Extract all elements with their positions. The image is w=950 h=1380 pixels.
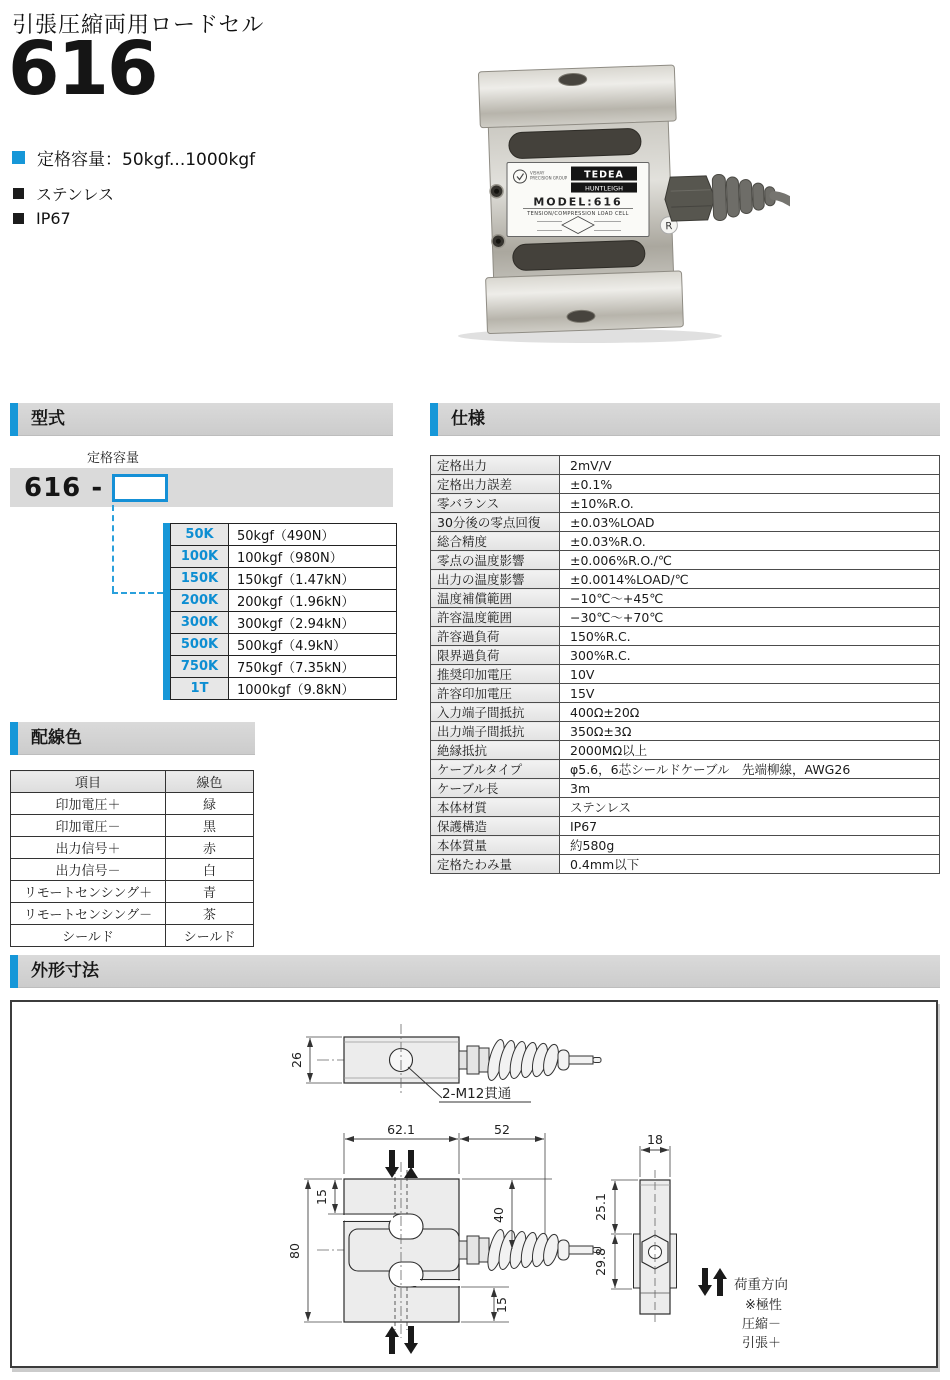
dim-52: 52 (494, 1122, 510, 1137)
spec-value: 350Ω±3Ω (560, 722, 940, 741)
spec-name: 出力の温度影響 (431, 570, 560, 589)
model-code-band (10, 468, 393, 507)
spec-value: IP67 (560, 817, 940, 836)
section-accent-bar (10, 403, 18, 436)
capacity-code: 750K (171, 656, 229, 678)
polarity-tension: 引張＋ (742, 1336, 782, 1351)
cable-gland-nut (664, 176, 716, 222)
loadcell-lower-slot (512, 240, 645, 271)
label-brand-top: TEDEA (584, 169, 624, 181)
spec-name: ケーブル長 (431, 779, 560, 798)
spec-row (431, 456, 940, 475)
capacity-code: 100K (171, 546, 229, 568)
load-direction-label: 荷重方向 (734, 1277, 788, 1293)
capacity-row (171, 590, 397, 612)
spec-value: ±0.03%R.O. (560, 532, 940, 551)
spec-value: 2mV/V (560, 456, 940, 475)
capacity-value: 200kgf（1.96kN） (229, 590, 397, 612)
wiring-header-row (11, 771, 254, 793)
spec-row (431, 722, 940, 741)
section-header-model (10, 403, 393, 436)
capacity-code: 500K (171, 634, 229, 656)
spec-value: 2000MΩ以上 (560, 741, 940, 760)
capacity-code: 300K (171, 612, 229, 634)
section-title: 型式 (18, 403, 393, 436)
capacity-row (171, 678, 397, 700)
black-bullet-icon (13, 213, 24, 224)
spec-name: 30分後の零点回復 (431, 513, 560, 532)
spec-row (431, 817, 940, 836)
wiring-row (11, 881, 254, 903)
wiring-table (10, 770, 254, 947)
spec-name: 零点の温度影響 (431, 551, 560, 570)
spec-row (431, 665, 940, 684)
spec-value: 400Ω±20Ω (560, 703, 940, 722)
wiring-row (11, 903, 254, 925)
blue-bullet-icon (12, 151, 25, 164)
spec-value: ±0.1% (560, 475, 940, 494)
spec-name: 保護構造 (431, 817, 560, 836)
black-bullet-icon (13, 188, 24, 199)
feature-ip (13, 209, 71, 228)
wiring-color: 緑 (166, 793, 254, 815)
spec-name: 本体質量 (431, 836, 560, 855)
wiring-row (11, 793, 254, 815)
wiring-color: シールド (166, 925, 254, 947)
wiring-item: 印加電圧－ (11, 815, 166, 837)
spec-row (431, 779, 940, 798)
dimension-drawing-box (10, 1000, 938, 1368)
spec-row (431, 532, 940, 551)
section-header-dimensions (10, 955, 940, 988)
capacity-row (171, 568, 397, 590)
wiring-color: 青 (166, 881, 254, 903)
product-photo (425, 52, 790, 344)
spec-row (431, 570, 940, 589)
wiring-col-color: 線色 (166, 771, 254, 793)
capacity-row (171, 656, 397, 678)
capacity-value: 750kgf（7.35kN） (229, 656, 397, 678)
strain-relief-rib (739, 179, 752, 213)
label-model: MODEL:616 (533, 195, 623, 209)
spec-name: 定格出力 (431, 456, 560, 475)
spec-row (431, 855, 940, 874)
spec-row (431, 475, 940, 494)
capacity-value: 500kgf（4.9kN） (229, 634, 397, 656)
cable (774, 195, 790, 203)
strain-relief-rib (752, 183, 764, 210)
wiring-table-wrap (10, 770, 254, 947)
spec-value: ±10%R.O. (560, 494, 940, 513)
polarity-compression: 圧縮－ (742, 1317, 782, 1332)
spec-row (431, 836, 940, 855)
capacity-row (171, 524, 397, 546)
section-accent-bar (10, 955, 18, 988)
connector-line (112, 592, 163, 594)
spec-name: 温度補償範囲 (431, 589, 560, 608)
spec-row (431, 551, 940, 570)
feature-capacity (12, 145, 255, 170)
wiring-row (11, 925, 254, 947)
capacity-table-wrap (163, 523, 397, 700)
spec-value: ±0.03%LOAD (560, 513, 940, 532)
section-header-spec (430, 403, 940, 436)
dim-40: 40 (491, 1207, 506, 1223)
wiring-color: 赤 (166, 837, 254, 859)
spec-name: 入力端子間抵抗 (431, 703, 560, 722)
model-prefix: 616 - (24, 472, 104, 503)
capacity-code: 150K (171, 568, 229, 590)
spec-value: −30℃～+70℃ (560, 608, 940, 627)
wiring-col-item: 項目 (11, 771, 166, 793)
section-title: 配線色 (18, 722, 255, 755)
spec-row (431, 798, 940, 817)
product-label (507, 163, 649, 237)
spec-value: −10℃～+45℃ (560, 589, 940, 608)
spec-value: φ5.6，6芯シールドケーブル 先端柳線，AWG26 (560, 760, 940, 779)
spec-name: 零バランス (431, 494, 560, 513)
capacity-code-box (112, 474, 168, 502)
wiring-row (11, 837, 254, 859)
spec-value: ステンレス (560, 798, 940, 817)
strain-relief-rib (726, 177, 739, 217)
spec-name: 許容温度範囲 (431, 608, 560, 627)
dim-62-1: 62.1 (387, 1122, 415, 1137)
capacity-value: 300kgf（2.94kN） (229, 612, 397, 634)
spec-row (431, 703, 940, 722)
spec-value: 300%R.C. (560, 646, 940, 665)
page-title-model: 616 (8, 26, 157, 112)
wiring-row (11, 859, 254, 881)
capacity-code: 50K (171, 524, 229, 546)
label-logo-line2: PRECISION GROUP (530, 175, 568, 181)
label-desc: TENSION/COMPRESSION LOAD CELL (527, 211, 629, 218)
spec-row (431, 589, 940, 608)
spec-row (431, 741, 940, 760)
strain-relief-rib (712, 174, 727, 220)
wiring-item: リモートセンシング－ (11, 903, 166, 925)
dim-15-bottom: 15 (494, 1297, 509, 1313)
capacity-row (171, 612, 397, 634)
capacity-row (171, 634, 397, 656)
section-title: 外形寸法 (18, 955, 940, 988)
spec-table-wrap (430, 455, 940, 874)
spec-value: 0.4mm以下 (560, 855, 940, 874)
spec-row (431, 646, 940, 665)
spec-name: 総合精度 (431, 532, 560, 551)
spec-name: 本体材質 (431, 798, 560, 817)
capacity-value: 150kgf（1.47kN） (229, 568, 397, 590)
spec-row (431, 513, 940, 532)
r-mark: R (665, 221, 673, 233)
capacity-code: 1T (171, 678, 229, 700)
wiring-color: 茶 (166, 903, 254, 925)
wiring-color: 白 (166, 859, 254, 881)
feature-material (13, 182, 114, 205)
spec-name: 限界過負荷 (431, 646, 560, 665)
spec-value: ±0.006%R.O./℃ (560, 551, 940, 570)
wiring-color: 黒 (166, 815, 254, 837)
dim-15-top: 15 (314, 1189, 329, 1205)
spec-name: ケーブルタイプ (431, 760, 560, 779)
feature-text: 定格容量：50kgf...1000kgf (37, 150, 256, 170)
wiring-item: 出力信号－ (11, 859, 166, 881)
wiring-item: 印加電圧＋ (11, 793, 166, 815)
spec-value: ±0.0014%LOAD/℃ (560, 570, 940, 589)
wiring-item: 出力信号＋ (11, 837, 166, 859)
section-title: 仕様 (438, 403, 940, 436)
spec-value: 150%R.C. (560, 627, 940, 646)
dim-29-8: 29.8 (593, 1248, 608, 1276)
capacity-value: 1000kgf（9.8kN） (229, 678, 397, 700)
section-header-wiring (10, 722, 255, 755)
spec-row (431, 684, 940, 703)
polarity-note: ※極性 (745, 1298, 782, 1313)
spec-name: 推奨印加電圧 (431, 665, 560, 684)
spec-name: 絶縁抵抗 (431, 741, 560, 760)
spec-row (431, 494, 940, 513)
page-subtitle: 引張圧縮両用ロードセル (12, 13, 265, 38)
wiring-item: シールド (11, 925, 166, 947)
label-logo-line1: VISHAY (530, 170, 545, 176)
dimension-drawing (12, 1002, 936, 1366)
label-brand-bottom: HUNTLEIGH (584, 184, 624, 193)
loadcell-upper-slot (509, 128, 642, 159)
wiring-item: リモートセンシング＋ (11, 881, 166, 903)
capacity-value: 100kgf（980N） (229, 546, 397, 568)
feature-text: IP67 (36, 209, 71, 228)
dim-18: 18 (647, 1132, 663, 1147)
capacity-table (170, 523, 397, 700)
capacity-label: 定格容量 (87, 451, 140, 466)
spec-row (431, 608, 940, 627)
spec-row (431, 627, 940, 646)
spec-name: 定格たわみ量 (431, 855, 560, 874)
spec-name: 定格出力誤差 (431, 475, 560, 494)
spec-value: 15V (560, 684, 940, 703)
dim-25-1: 25.1 (593, 1193, 608, 1221)
capacity-row (171, 546, 397, 568)
section-accent-bar (430, 403, 438, 436)
dim-80: 80 (287, 1243, 302, 1259)
spec-value: 10V (560, 665, 940, 684)
spec-row (431, 760, 940, 779)
connector-line (112, 505, 114, 592)
dim-m12-label: 2-M12貫通 (442, 1086, 512, 1102)
spec-table (430, 455, 940, 874)
spec-name: 許容印加電圧 (431, 684, 560, 703)
loadcell-bottom-block (486, 271, 684, 334)
feature-text: ステンレス (36, 185, 115, 204)
dim-26: 26 (289, 1052, 304, 1068)
spec-name: 出力端子間抵抗 (431, 722, 560, 741)
spec-value: 約580g (560, 836, 940, 855)
capacity-value: 50kgf（490N） (229, 524, 397, 546)
section-accent-bar (10, 722, 18, 755)
spec-value: 3m (560, 779, 940, 798)
capacity-code: 200K (171, 590, 229, 612)
spec-name: 許容過負荷 (431, 627, 560, 646)
wiring-row (11, 815, 254, 837)
